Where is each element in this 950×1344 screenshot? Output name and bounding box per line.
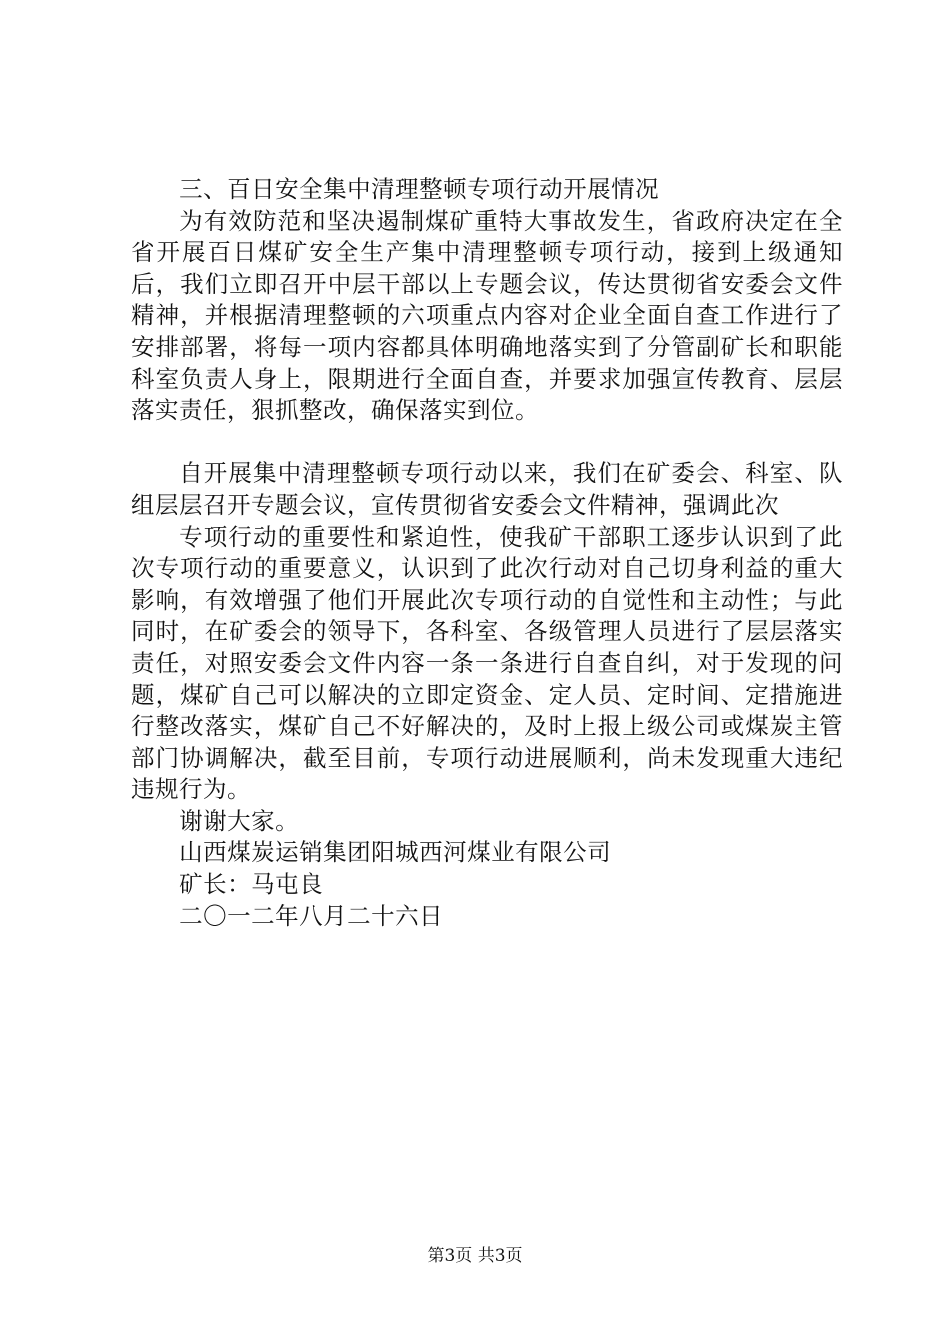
page-footer: 第3页 共3页 bbox=[427, 1246, 523, 1266]
paragraph-1: 为有效防范和坚决遏制煤矿重特大事故发生，省政府决定在全省开展百日煤矿安全生产集中清理整顿专项行动，接到上级通知后，我们立即召开中层干部以上专题会议，传达贯彻省安委会文件精神，并根据清理整顿的六项重点内容对企业全面自查工作进行了安排部署，将每一项内容都具体明确地落实到了分管副矿长和职能科室负责人身上，限期进行全面自查，并要求加强宣传教育、层层落实责任，狠抓整改，确保落实到位。 bbox=[131, 206, 843, 425]
paragraph-3: 专项行动的重要性和紧迫性，使我矿干部职工逐步认识到了此次专项行动的重要意义，认识到了此次行动对自己切身利益的重大影响，有效增强了他们开展此次专项行动的自觉性和主动性；与此同时，在矿委会的领导下，各科室、各级管理人员进行了层层落实责任，对照安委会文件内容一条一条进行自查自纠，对于发现的问题，煤矿自己可以解决的立即定资金、定人员、定时间、定措施进行整改落实，煤矿自己不好解决的，及时上报上级公司或煤炭主管部门协调解决，截至目前，专项行动进展顺利，尚未发现重大违纪违规行为。 bbox=[131, 522, 843, 804]
paragraph-2: 自开展集中清理整顿专项行动以来，我们在矿委会、科室、队组层层召开专题会议，宣传贯彻省安委会文件精神，强调此次 bbox=[131, 459, 843, 519]
section-heading: 三、百日安全集中清理整顿专项行动开展情况 bbox=[179, 175, 660, 203]
company-name: 山西煤炭运销集团阳城西河煤业有限公司 bbox=[179, 838, 612, 867]
date-line: 二〇一二年八月二十六日 bbox=[179, 901, 444, 930]
document-body bbox=[131, 174, 843, 932]
closing-line: 谢谢大家。 bbox=[179, 806, 300, 835]
signer-line: 矿长：马屯良 bbox=[179, 870, 324, 899]
